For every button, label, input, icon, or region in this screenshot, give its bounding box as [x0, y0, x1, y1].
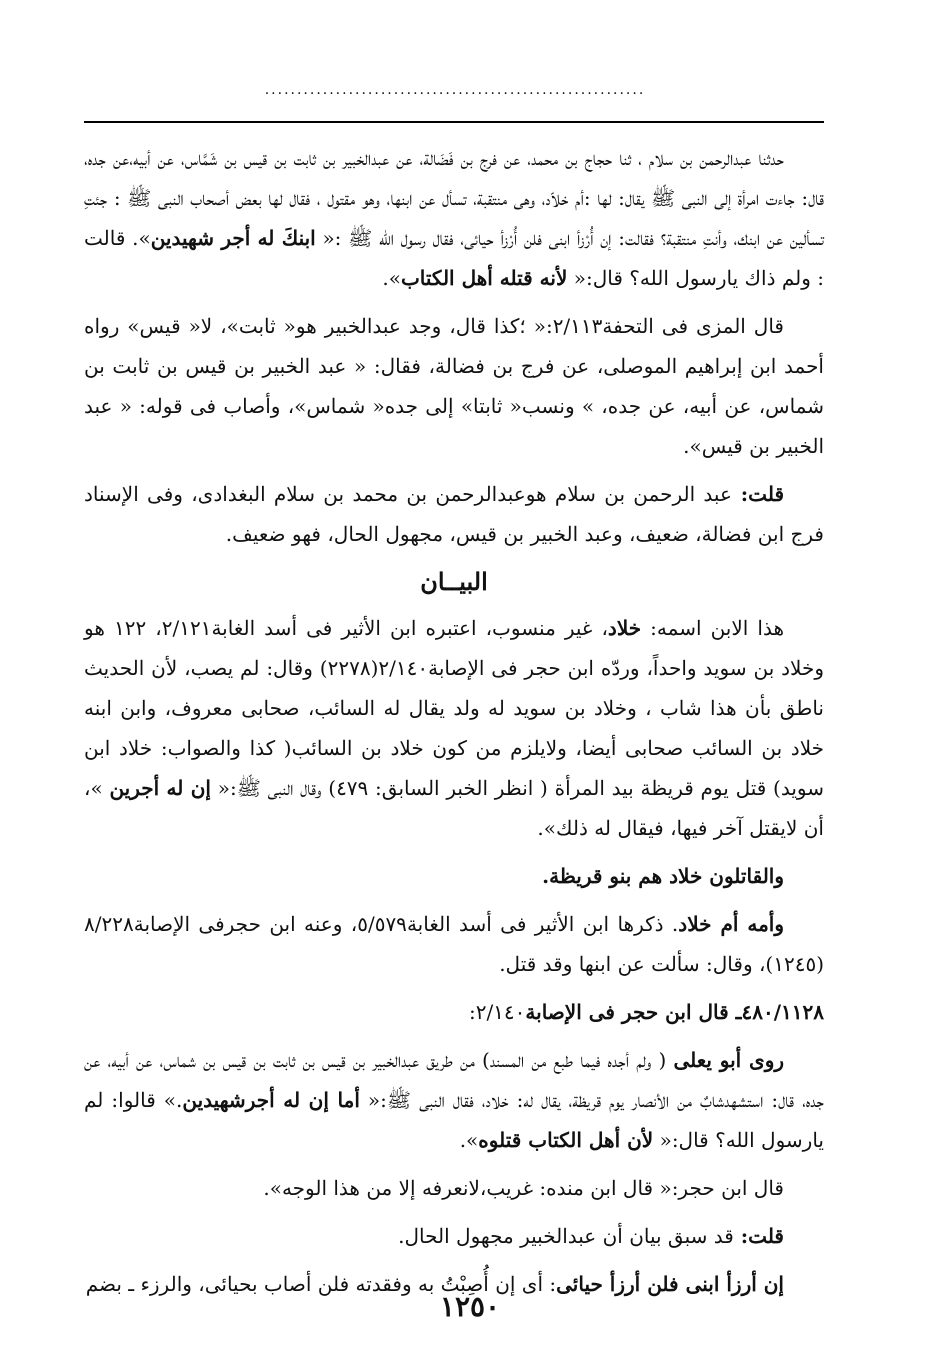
bold-text: والقاتلون خلاد هم بنو قريظة.: [542, 864, 784, 888]
body-text: ( ولم أجده فيما طبع من المسند) من طريق عبدالخبير بن قيس بن ثابت بن قيس بن شماس، عن أبيه، عن جده، قال: استشهدشابٌ من الأنصار يوم قريظة، يقال له: خلاد، فقال النبى ﷺ:«: [84, 1048, 824, 1112]
page-number: ١٢٥٠: [439, 1290, 501, 1323]
hadith-section: [84, 138, 824, 554]
bold-text: خلاد: [607, 616, 642, 640]
bold-text: ابنكَ له أجر شهيدين: [150, 226, 316, 250]
bold-text: روى أبو يعلى: [673, 1048, 785, 1072]
body-text: قد سبق بيان أن عبدالخبير مجهول الحال.: [398, 1224, 734, 1248]
paragraph: [84, 856, 824, 896]
body-text: ٢/١٤٠:: [468, 1000, 526, 1024]
body-text: حدثنا عبدالرحمن بن سلام ، ثنا حجاج بن محمد، عن فرج بن فَضَالة، عن عبدالخبير بن ثابت بن قيس بن شَمَّاس، عن أبيه،عن جده، قال: جاءت امرأة إلى النبى ﷺ يقال: لها :أم خلاّد، وهى منتقبة، تسأل عن ابنها، وهو مقتول ، فقال لها بعض أصحاب النبى ﷺ : جئتِ تسألين عن ابنك، وأنتِ منتقبة؟ فقالت: إن أُرْزأ ابنى فلن أُرْزأ حيائى، فقال رسول الله ﷺ :«: [84, 146, 824, 250]
body-text: ، غير منسوب، اعتبره ابن الأثير فى أسد الغابة٢/١٢١، ١٢٢ هو وخلاد بن سويد واحداً، وردّه ابن حجر فى الإصابة٢/١٤٠(٢٢٧٨) وقال: لم يصب، لأن الحديث ناطق بأن هذا شاب ، وخلاد بن سويد له ولد يقال له السائب، صحابى معروف، وابن ابنه خلاد بن السائب صحابى أيضا، ولايلزم من كون خلاد بن السائب( كذا والصواب: خلاد ابن سويد) قتل يوم قريظة بيد المرأة ( انظر الخبر السابق: ٤٧٩) وقال النبى ﷺ:«: [84, 616, 825, 800]
bold-text: وأمه أم خلاد: [678, 912, 785, 936]
bold-text: قلت:: [731, 482, 785, 506]
bold-text: أما إن له أجرشهيدين: [182, 1088, 360, 1112]
paragraph: [84, 1216, 824, 1256]
paragraph: [84, 138, 824, 298]
body-text: ».: [382, 266, 401, 290]
page-body: [84, 138, 824, 1312]
section-title: البيــان: [420, 567, 488, 596]
body-text: قال المزى فى التحفة٢/١١٣:« ؛كذا قال، وجد عبدالخبير هو« ثابت»، لا« قيس» رواه أحمد ابن إبراهيم الموصلى، عن فرج بن فضالة، فقال: « عبد الخبير بن قيس بن ثابت بن شماس، عن أبيه، عن جده، » ونسب« ثابتا» إلى جده« شماس»، وأصاب فى قوله: « عبد الخبير بن قيس».: [84, 314, 824, 458]
paragraph: [84, 1040, 824, 1160]
paragraph: [84, 904, 824, 984]
body-text: : أى إن أُصِبْتُ به وفقدته فلن أصاب بحيائى، والرزء ـ بضم: [85, 1272, 557, 1296]
body-text: . ذكرها ابن الأثير فى أسد الغابة٥/٥٧٩، وعنه ابن حجرفى الإصابة٨/٢٢٨ (١٢٤٥)، وقال: سألت عن ابنها وقد قتل.: [84, 912, 824, 976]
header-dotted-line: ...........................................................: [264, 82, 646, 98]
paragraph: [84, 306, 824, 466]
paragraph: [84, 474, 824, 554]
body-text: عبد الرحمن بن سلام هوعبدالرحمن بن محمد بن سلام البغدادى، وفى الإسناد فرج ابن فضالة، ضعيف، وعبد الخبير بن قيس، مجهول الحال، فهو ضعيف.: [84, 482, 824, 546]
header-rule: [84, 121, 824, 123]
body-text: ».: [459, 1128, 479, 1152]
paragraph: [84, 608, 824, 848]
body-text: .» قالوا: لم يارسول الله؟ قال:«: [84, 1088, 824, 1152]
body-text: »، أن لايقتل آخر فيها، فيقال له ذلك».: [84, 776, 824, 840]
paragraph: [84, 992, 824, 1032]
bold-text: قلت:: [733, 1224, 784, 1248]
bold-text: لأن أهل الكتاب قتلوه: [478, 1128, 654, 1152]
body-text: هذا الابن اسمه:: [641, 616, 785, 640]
paragraph: [84, 1168, 824, 1208]
bold-text: إن أرزأ ابنى فلن أرزأ حيائى: [556, 1272, 784, 1296]
bold-text: لأنه قتله أهل الكتاب: [400, 266, 568, 290]
bold-text: ٤٨٠/١١٢٨ـ قال ابن حجر فى الإصابة: [525, 1000, 824, 1024]
body-text: قال ابن حجر:« قال ابن منده: غريب،لانعرفه إلا من هذا الوجه».: [263, 1176, 784, 1200]
bold-text: إن له أجرين: [109, 776, 211, 800]
body-text: ». قالت : ولم ذاك يارسول الله؟ قال:«: [84, 226, 824, 290]
bayan-section: [84, 608, 824, 1304]
